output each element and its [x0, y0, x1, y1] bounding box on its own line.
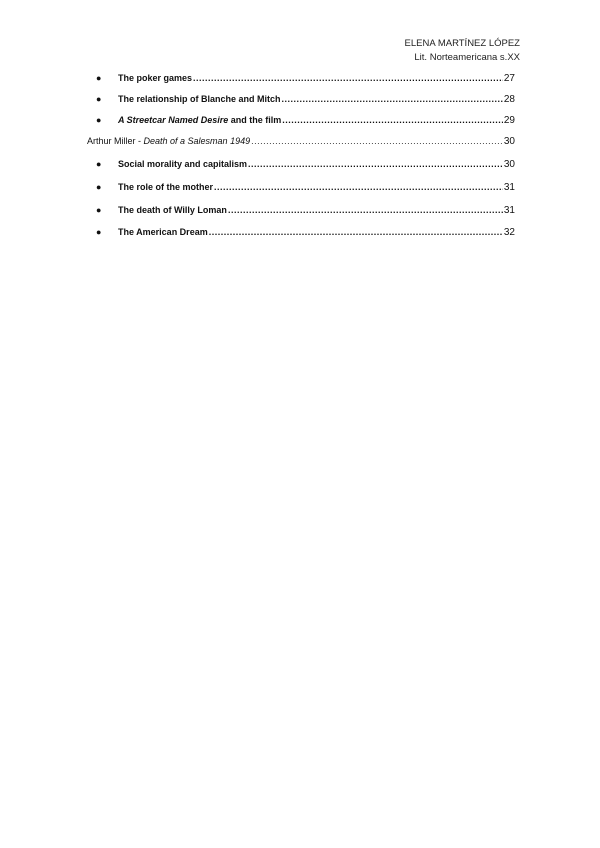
- toc-entry-label: Social morality and capitalism: [118, 159, 248, 169]
- toc-entry-label: The death of Willy Loman: [118, 205, 227, 215]
- bullet-icon: ●: [96, 73, 102, 83]
- toc-entry-arthur-miller[interactable]: [87, 136, 515, 147]
- toc-entry-label: [118, 115, 281, 125]
- toc-entry-label: The role of the mother: [118, 182, 214, 192]
- toc-leader-dots: [228, 205, 503, 215]
- toc-leader-dots: [282, 115, 503, 125]
- bullet-icon: ●: [96, 94, 102, 104]
- toc-entry-social-morality[interactable]: [96, 159, 515, 170]
- toc-entry-label-rest: and the film: [228, 115, 282, 125]
- toc-leader-dots: [193, 73, 503, 83]
- toc-leader-dots: [282, 94, 503, 104]
- toc-entry-label-plain: Arthur Miller -: [87, 136, 144, 146]
- toc-page-number: 29: [503, 115, 515, 126]
- toc-entry-role-of-mother[interactable]: [96, 182, 515, 193]
- toc-page-number: 28: [503, 94, 515, 105]
- toc-page-number: 31: [503, 205, 515, 216]
- toc-entry-label: The poker games: [118, 73, 193, 83]
- bullet-icon: ●: [96, 205, 102, 215]
- header-course: Lit. Norteamericana s.XX: [414, 52, 520, 63]
- header-author: ELENA MARTÍNEZ LÓPEZ: [404, 38, 520, 49]
- toc-page-number: 32: [503, 227, 515, 238]
- toc-page-number: 31: [503, 182, 515, 193]
- toc-entry-label-italic: Death of a Salesman 1949: [143, 136, 251, 146]
- toc-leader-dots: [209, 227, 503, 237]
- toc-page-number: 27: [503, 73, 515, 84]
- bullet-icon: ●: [96, 159, 102, 169]
- page-header: [405, 37, 520, 65]
- toc-entry-label: The relationship of Blanche and Mitch: [118, 94, 281, 104]
- toc-entry-label-italic: A Streetcar Named Desire: [118, 115, 229, 125]
- bullet-icon: ●: [96, 182, 102, 192]
- toc-entry-label: The American Dream: [118, 227, 208, 237]
- bullet-icon: ●: [96, 227, 102, 237]
- toc-entry-streetcar-film[interactable]: [96, 115, 515, 126]
- toc-page-number: 30: [503, 159, 515, 170]
- toc-entry-poker-games[interactable]: [96, 73, 515, 84]
- toc-entry-blanche-mitch[interactable]: [96, 94, 515, 105]
- bullet-icon: ●: [96, 115, 102, 125]
- toc-leader-dots: [248, 159, 503, 169]
- toc-entry-label: [87, 136, 250, 146]
- toc-entry-death-of-willy[interactable]: [96, 205, 515, 216]
- toc-page-number: 30: [503, 136, 515, 147]
- toc-leader-dots: [251, 136, 503, 146]
- toc-entry-american-dream[interactable]: [96, 227, 515, 238]
- toc-leader-dots: [214, 182, 503, 192]
